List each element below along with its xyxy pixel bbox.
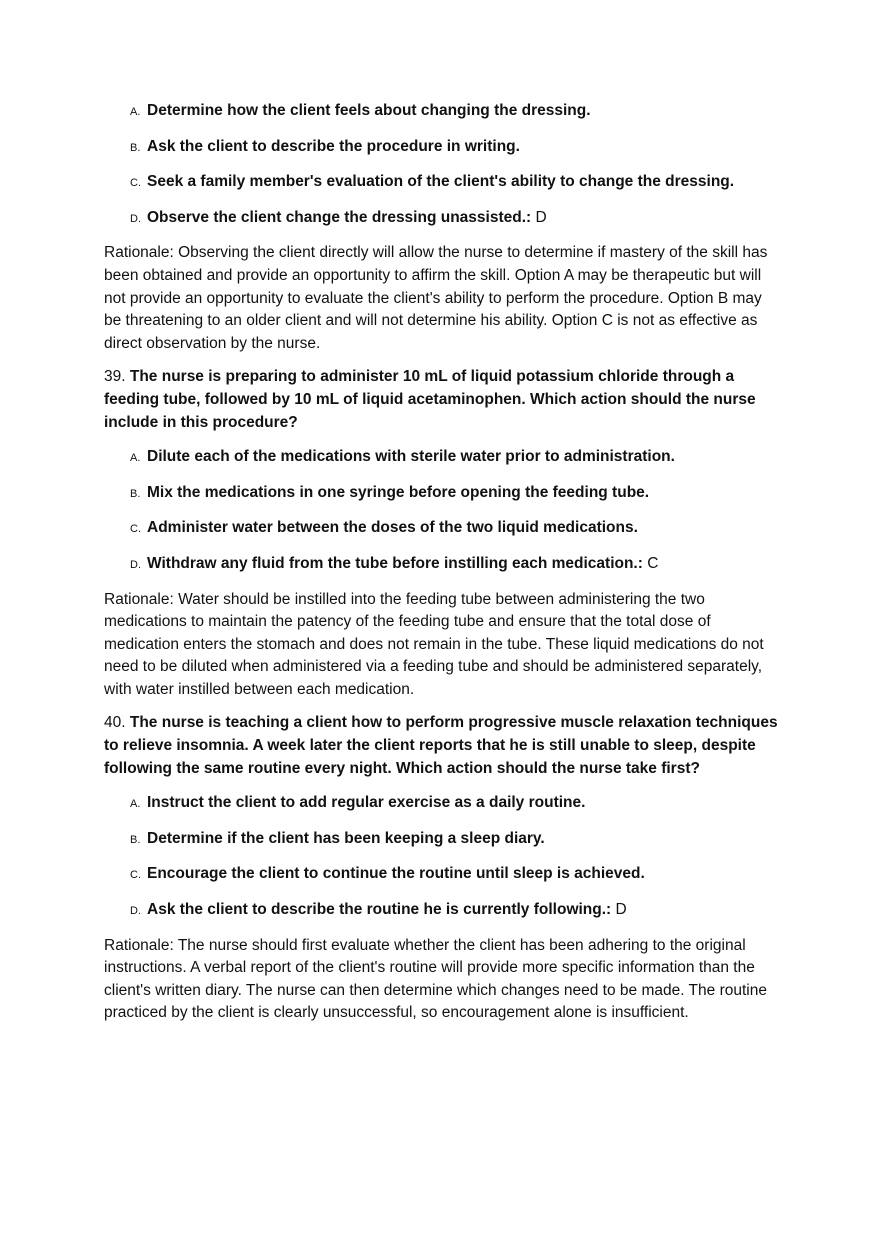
question-stem: [104, 712, 780, 780]
question-text: The nurse is teaching a client how to perform progressive muscle relaxation techniques to relieve insomnia. A week later the client reports that he is still unable to sleep, despite following the same routine every night. Which action should the nurse take first?: [104, 714, 778, 777]
rationale: Rationale: Water should be instilled into the feeding tube between administering the two medications to maintain the patency of the feeding tube and ensure that the total dose of medication enters the stomach and does not remain in the tube. These liquid medications do not need to be diluted when administered via a feeding tube and should be administered separately, with water instilled between each medication.: [104, 590, 764, 698]
options-list: [104, 100, 780, 230]
question-block-39: [104, 366, 780, 701]
rationale: Rationale: Observing the client directly will allow the nurse to determine if mastery of the skill has been obtained and provide an opportunity to affirm the skill. Option A may be therapeutic but will not provide an opportunity to evaluate the client's ability to perform the procedure. Option B may be threatening to an older client and will not determine his ability. Option C is not as effective as direct observation by the nurse.: [104, 244, 768, 352]
option-d: [130, 207, 780, 231]
options-list: [104, 792, 780, 922]
option-d: [130, 553, 780, 577]
option-text: Observe the client change the dressing unassisted.:: [147, 208, 532, 226]
option-a: [130, 100, 780, 124]
answer-key: D: [531, 208, 547, 226]
option-text: Determine how the client feels about changing the dressing.: [147, 102, 591, 119]
option-letter: B.: [130, 141, 141, 154]
option-letter: A.: [130, 452, 141, 465]
question-number: 39.: [104, 368, 130, 386]
option-c: [130, 517, 780, 541]
rationale: Rationale: The nurse should first evaluate whether the client has been adhering to the original instructions. A verbal report of the client's routine will provide more specific information than the client's written diary. The nurse can then determine which changes need to be made. The routine practiced by the client is clearly unsuccessful, so encouragement alone is insufficient.: [104, 936, 767, 1022]
option-a: [130, 446, 780, 470]
question-block-40: [104, 712, 780, 1025]
option-letter: D.: [130, 212, 141, 225]
option-text: Ask the client to describe the routine he is currently following.:: [147, 901, 612, 919]
option-letter: C.: [130, 523, 141, 536]
option-a: [130, 792, 780, 816]
options-list: [104, 446, 780, 576]
option-text-with-answer: [147, 899, 627, 922]
option-text: Ask the client to describe the procedure in writing.: [147, 137, 520, 155]
option-letter: A.: [130, 798, 141, 811]
answer-key: D: [611, 901, 627, 919]
option-letter: C.: [130, 869, 141, 882]
option-letter: B.: [130, 833, 141, 846]
option-text: Determine if the client has been keeping a sleep diary.: [147, 829, 545, 847]
option-c: [130, 171, 780, 195]
option-text: Administer water between the doses of the two liquid medications.: [147, 519, 638, 537]
option-text: Encourage the client to continue the routine until sleep is achieved.: [147, 865, 645, 883]
option-text: Withdraw any fluid from the tube before instilling each medication.:: [147, 554, 643, 572]
option-d: [130, 899, 780, 923]
question-block-38: [104, 100, 780, 355]
option-text: Instruct the client to add regular exercise as a daily routine.: [147, 794, 586, 812]
question-text: The nurse is preparing to administer 10 mL of liquid potassium chloride through a feeding tube, followed by 10 mL of liquid acetaminophen. Which action should the nurse include in this procedure?: [104, 368, 756, 431]
option-letter: A.: [130, 106, 141, 118]
option-letter: B.: [130, 487, 141, 500]
option-text: Seek a family member's evaluation of the client's ability to change the dressing.: [147, 173, 735, 191]
option-text: Dilute each of the medications with sterile water prior to administration.: [147, 448, 675, 466]
option-text: Mix the medications in one syringe before opening the feeding tube.: [147, 483, 650, 501]
option-letter: C.: [130, 177, 141, 190]
option-text-with-answer: [147, 207, 547, 230]
answer-key: C: [642, 554, 659, 572]
question-stem: [104, 366, 780, 434]
question-number: 40.: [104, 714, 130, 732]
option-b: [130, 136, 780, 160]
option-b: [130, 828, 780, 852]
document-page: [104, 100, 780, 1036]
option-c: [130, 863, 780, 887]
option-letter: D.: [130, 558, 141, 571]
option-b: [130, 482, 780, 506]
option-text-with-answer: [147, 553, 658, 576]
option-letter: D.: [130, 905, 141, 918]
